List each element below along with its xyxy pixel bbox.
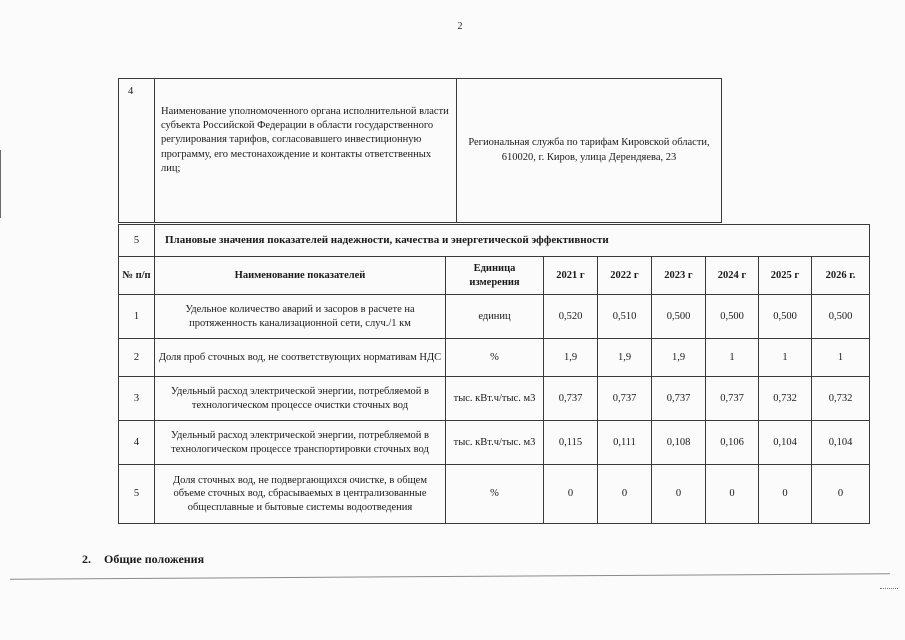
row-value: Региональная служба по тарифам Кировской области, 610020, г. Киров, улица Дерендяева, 23 xyxy=(457,79,722,223)
value-cell: 0,108 xyxy=(652,421,706,465)
value-cell: 0,520 xyxy=(544,295,598,339)
header-cell: 2026 г. xyxy=(812,257,870,295)
table-row xyxy=(119,465,870,524)
indicator-unit: тыс. кВт.ч/тыс. м3 xyxy=(446,377,544,421)
scan-margin-mark xyxy=(0,150,1,218)
section-header-row xyxy=(119,225,870,257)
value-cell: 0,106 xyxy=(706,421,759,465)
value-cell: 1,9 xyxy=(544,339,598,377)
section-heading-number: 2. xyxy=(82,552,91,566)
indicator-name: Удельный расход электрической энергии, потребляемой в технологическом процессе очистки сточных вод xyxy=(155,377,446,421)
value-cell: 0,510 xyxy=(598,295,652,339)
value-cell: 1,9 xyxy=(598,339,652,377)
indicator-table xyxy=(118,224,870,524)
value-cell: 0,732 xyxy=(812,377,870,421)
horizontal-rule xyxy=(10,573,890,579)
value-cell: 0,104 xyxy=(812,421,870,465)
value-cell: 0,111 xyxy=(598,421,652,465)
indicator-name: Доля проб сточных вод, не соответствующих нормативам НДС xyxy=(155,339,446,377)
program-info-table xyxy=(118,78,722,223)
section-number: 5 xyxy=(119,225,155,257)
indicator-unit: % xyxy=(446,339,544,377)
header-cell: № п/п xyxy=(119,257,155,295)
value-cell: 0,732 xyxy=(759,377,812,421)
value-cell: 0,737 xyxy=(706,377,759,421)
row-number: 2 xyxy=(119,339,155,377)
section-heading xyxy=(82,552,204,567)
value-cell: 0,500 xyxy=(759,295,812,339)
indicator-name: Удельное количество аварий и засоров в расчете на протяженность канализационной сети, случ./1 км xyxy=(155,295,446,339)
header-cell: 2023 г xyxy=(652,257,706,295)
row-number: 5 xyxy=(119,465,155,524)
value-cell: 0,115 xyxy=(544,421,598,465)
header-cell: 2025 г xyxy=(759,257,812,295)
indicator-unit: единиц xyxy=(446,295,544,339)
header-cell: 2024 г xyxy=(706,257,759,295)
table-row xyxy=(119,79,722,223)
table-header-row xyxy=(119,257,870,295)
value-cell: 0 xyxy=(812,465,870,524)
row-label: Наименование уполномоченного органа исполнительной власти субъекта Российской Федерации в области государственного регулирования тарифов, согласовавшего инвестиционную программу, его местонахождение и контакты ответственных лиц; xyxy=(155,79,457,223)
value-cell: 0,104 xyxy=(759,421,812,465)
section-title: Плановые значения показателей надежности, качества и энергетической эффективности xyxy=(155,225,870,257)
table-row xyxy=(119,295,870,339)
value-cell: 0,737 xyxy=(544,377,598,421)
row-number: 1 xyxy=(119,295,155,339)
value-cell: 1 xyxy=(759,339,812,377)
table-row xyxy=(119,377,870,421)
page-number: 2 xyxy=(457,21,463,32)
value-cell: 0 xyxy=(598,465,652,524)
section-heading-title: Общие положения xyxy=(104,552,205,566)
value-cell: 0 xyxy=(652,465,706,524)
indicator-unit: % xyxy=(446,465,544,524)
table-row xyxy=(119,421,870,465)
header-cell: Единица измерения xyxy=(446,257,544,295)
value-cell: 0 xyxy=(706,465,759,524)
value-cell: 0,737 xyxy=(652,377,706,421)
row-number: 4 xyxy=(119,79,155,223)
value-cell: 0 xyxy=(759,465,812,524)
table-row xyxy=(119,339,870,377)
value-cell: 1 xyxy=(706,339,759,377)
header-cell: Наименование показателей xyxy=(155,257,446,295)
header-cell: 2022 г xyxy=(598,257,652,295)
header-cell: 2021 г xyxy=(544,257,598,295)
value-cell: 1,9 xyxy=(652,339,706,377)
value-cell: 0,737 xyxy=(598,377,652,421)
value-cell: 0,500 xyxy=(706,295,759,339)
row-number: 3 xyxy=(119,377,155,421)
row-number: 4 xyxy=(119,421,155,465)
value-cell: 0,500 xyxy=(812,295,870,339)
indicator-name: Удельный расход электрической энергии, потребляемой в технологическом процессе транспортировки сточных вод xyxy=(155,421,446,465)
value-cell: 0,500 xyxy=(652,295,706,339)
indicator-unit: тыс. кВт.ч/тыс. м3 xyxy=(446,421,544,465)
indicator-name: Доля сточных вод, не подвергающихся очистке, в общем объеме сточных вод, сбрасываемых в централизованные общесплавные и бытовые системы водоотведения xyxy=(155,465,446,524)
value-cell: 0 xyxy=(544,465,598,524)
scan-artifact xyxy=(880,588,898,590)
value-cell: 1 xyxy=(812,339,870,377)
